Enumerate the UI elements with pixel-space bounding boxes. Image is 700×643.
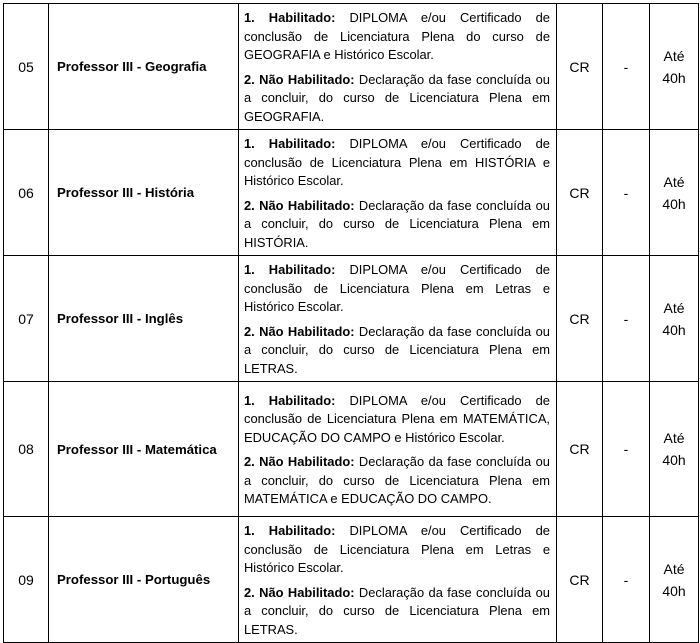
requirements-cell (239, 382, 557, 517)
workload (650, 4, 699, 130)
requirement-habilitado (244, 522, 550, 578)
requirement-habilitado (244, 261, 550, 317)
requirement-lead: 2. Não Habilitado: (244, 584, 355, 600)
vacancy-type: CR (557, 4, 603, 130)
position-title: Professor III - História (49, 130, 239, 256)
workload-hours: 40h (662, 69, 686, 86)
workload (650, 517, 699, 643)
requirement-lead: 1. Habilitado: (244, 523, 336, 538)
position-code: 07 (4, 256, 49, 382)
workload-prefix: Até (663, 173, 685, 190)
requirement-nao-habilitado (244, 323, 550, 379)
requirement-lead: 2. Não Habilitado: (244, 323, 355, 339)
position-code: 05 (4, 4, 49, 130)
requirement-text: DIPLOMA e/ou Certificado de conclusão de Licenciatura Plena em MATEMÁTICA, EDUCAÇÃO DO CAMPO e Histórico Escolar. (244, 392, 550, 445)
vacancy-type: CR (557, 382, 603, 517)
requirement-nao-habilitado (244, 453, 550, 509)
requirement-lead: 1. Habilitado: (244, 392, 336, 408)
vacancy-count: - (603, 130, 650, 256)
table-row (4, 256, 699, 382)
requirement-lead: 1. Habilitado: (244, 10, 336, 25)
requirement-lead: 2. Não Habilitado: (244, 197, 355, 213)
requirements-cell (239, 517, 557, 643)
workload-hours: 40h (662, 582, 686, 599)
requirement-habilitado (244, 392, 550, 448)
position-title: Professor III - Português (49, 517, 239, 643)
requirement-lead: 1. Habilitado: (244, 262, 336, 277)
requirement-lead: 1. Habilitado: (244, 136, 336, 151)
vacancy-type: CR (557, 130, 603, 256)
position-code: 06 (4, 130, 49, 256)
requirement-text: Declaração da fase concluída ou a concluir, do curso de Licenciatura Plena em MATEMÁTICA e EDUCAÇÃO DO CAMPO. (244, 454, 550, 506)
requirement-text: DIPLOMA e/ou Certificado de conclusão de Licenciatura Plena do curso de GEOGRAFIA e Histórico Escolar. (244, 10, 550, 62)
requirement-habilitado (244, 135, 550, 191)
vacancy-count: - (603, 517, 650, 643)
position-title: Professor III - Matemática (49, 382, 239, 517)
workload-prefix: Até (663, 299, 685, 316)
requirement-text: Declaração da fase concluída ou a concluir, do curso de Licenciatura Plena em HISTÓRIA. (244, 197, 550, 250)
requirement-lead: 2. Não Habilitado: (244, 71, 355, 87)
requirement-habilitado (244, 9, 550, 65)
requirement-text: DIPLOMA e/ou Certificado de conclusão de Licenciatura Plena em Letras e Histórico Escolar. (244, 523, 550, 575)
workload-hours: 40h (662, 321, 686, 338)
requirement-text: Declaração da fase concluída ou a concluir, do curso de Licenciatura Plena em LETRAS. (244, 323, 550, 376)
requirement-text: Declaração da fase concluída ou a concluir, do curso de Licenciatura Plena em LETRAS. (244, 584, 550, 637)
workload-prefix: Até (663, 47, 685, 64)
position-title: Professor III - Inglês (49, 256, 239, 382)
requirement-text: DIPLOMA e/ou Certificado de conclusão de Licenciatura Plena em Letras e Histórico Escolar. (244, 262, 550, 314)
table-row (4, 517, 699, 643)
table-row (4, 4, 699, 130)
positions-table (3, 3, 699, 643)
workload (650, 130, 699, 256)
requirements-cell (239, 4, 557, 130)
requirements-cell (239, 130, 557, 256)
workload-hours: 40h (662, 195, 686, 212)
requirement-nao-habilitado (244, 71, 550, 127)
workload (650, 382, 699, 517)
vacancy-count: - (603, 4, 650, 130)
position-code: 09 (4, 517, 49, 643)
vacancy-count: - (603, 256, 650, 382)
requirement-nao-habilitado (244, 197, 550, 253)
requirements-cell (239, 256, 557, 382)
workload-hours: 40h (662, 452, 686, 468)
workload-prefix: Até (663, 560, 685, 577)
workload-prefix: Até (663, 430, 685, 446)
position-code: 08 (4, 382, 49, 517)
requirement-text: Declaração da fase concluída ou a concluir, do curso de Licenciatura Plena em GEOGRAFIA. (244, 71, 550, 124)
vacancy-type: CR (557, 256, 603, 382)
requirement-lead: 2. Não Habilitado: (244, 454, 355, 469)
vacancy-count: - (603, 382, 650, 517)
requirement-text: DIPLOMA e/ou Certificado de conclusão de Licenciatura Plena em HISTÓRIA e Histórico Escolar. (244, 136, 550, 188)
table-row (4, 130, 699, 256)
vacancy-type: CR (557, 517, 603, 643)
requirement-nao-habilitado (244, 584, 550, 640)
position-title: Professor III - Geografia (49, 4, 239, 130)
workload (650, 256, 699, 382)
table-row (4, 382, 699, 517)
